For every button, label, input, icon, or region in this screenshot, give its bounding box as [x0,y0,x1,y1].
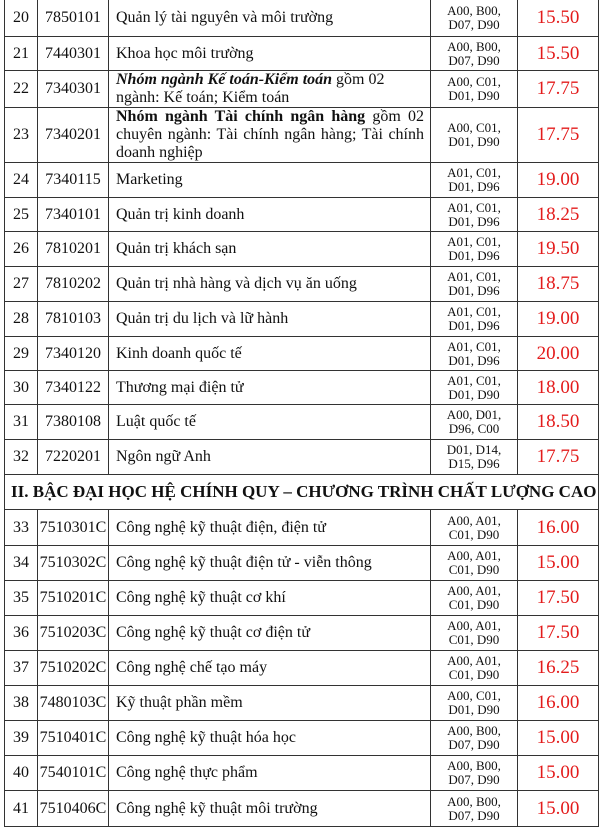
major-group-detail: gồm 02 ngành: Kế toán; Kiểm toán [116,71,385,106]
combo-line-1: A00, A01, [447,618,501,633]
combo-line-2: D15, D96 [448,456,500,471]
row-number: 24 [5,163,38,198]
cutoff-score: 18.75 [518,267,599,302]
combo-line-2: D07, D90 [448,772,500,787]
combo-line-2: D07, D90 [448,52,500,68]
combo-line-1: A01, C01, [447,338,501,354]
combo-line-2: D07, D90 [448,737,500,752]
row-number: 26 [5,232,38,267]
table-row [5,721,599,756]
table-row [5,791,599,827]
combo-line-2: D01, D90 [448,134,500,149]
table-row [5,546,599,581]
combo-line-1: A00, D01, [446,407,502,422]
row-number: 31 [5,405,38,440]
table-row [5,371,599,405]
subject-combinations [431,337,518,371]
major-name: Công nghệ kỹ thuật cơ điện tử [109,616,431,651]
major-name [109,108,431,163]
row-number: 20 [5,0,38,37]
combo-line-1: A00, A01, [447,548,501,563]
subject-combinations [431,791,518,827]
major-code: 7340115 [38,163,109,198]
major-name [109,71,431,108]
combo-line-1: A01, C01, [447,234,501,249]
table-row [5,0,599,37]
cutoff-score: 17.75 [518,71,599,108]
row-number: 41 [5,791,38,827]
combo-line-1: A00, A01, [447,512,501,528]
subject-combinations [431,71,518,108]
subject-combinations [431,651,518,686]
row-number: 25 [5,198,38,232]
table-row [5,37,599,71]
cutoff-score: 15.00 [518,756,599,791]
combo-line-2: C01, D90 [448,526,500,542]
major-group-title: Nhóm ngành Tài chính ngân hàng [116,108,366,125]
combo-line-1: A00, A01, [447,653,501,668]
major-group-detail: gồm 02 chuyên ngành: Tài chính ngân hàng; Tài chính doanh nghiệp [116,108,425,161]
section-heading: II. BẬC ĐẠI HỌC HỆ CHÍNH QUY – CHƯƠNG TRÌNH CHẤT LƯỢNG CAO [5,475,599,510]
combo-line-2: C01, D90 [448,632,500,647]
cutoff-score: 18.50 [518,405,599,440]
table-row [5,756,599,791]
table-row [5,686,599,721]
combo-line-1: A01, C01, [447,165,501,180]
major-name: Quản trị nhà hàng và dịch vụ ăn uống [109,267,431,302]
combo-line-1: A00, A01, [447,583,501,598]
row-number: 28 [5,302,38,337]
major-code: 7510201C [38,581,109,616]
cutoff-score: 20.00 [518,337,599,371]
major-code: 7510406C [38,791,109,827]
combo-line-2: D01, D96 [448,352,500,368]
major-code: 7340201 [38,108,109,163]
major-code: 7850101 [38,0,109,37]
row-number: 40 [5,756,38,791]
cutoff-score: 19.50 [518,232,599,267]
combo-line-2: D96, C00 [448,421,500,436]
combo-line-2: D01, D96 [448,179,500,194]
subject-combinations [431,267,518,302]
combo-line-1: A00, C01, [447,120,501,135]
table-row [5,71,599,108]
row-number: 37 [5,651,38,686]
major-code: 7510401C [38,721,109,756]
combo-line-2: D01, D90 [448,386,500,402]
subject-combinations [431,0,518,37]
row-number: 34 [5,546,38,581]
major-code: 7340301 [38,71,109,108]
cutoff-score: 18.25 [518,198,599,232]
row-number: 39 [5,721,38,756]
major-code: 7380108 [38,405,109,440]
combo-line-2: C01, D90 [448,667,500,682]
table-row [5,198,599,232]
combo-line-1: A00, B00, [447,723,501,738]
row-number: 35 [5,581,38,616]
subject-combinations [431,371,518,405]
combo-line-2: C01, D90 [448,562,500,577]
subject-combinations [431,302,518,337]
combo-line-1: A01, C01, [447,199,501,215]
table-row [5,510,599,546]
major-code: 7510301C [38,510,109,546]
row-number: 30 [5,371,38,405]
table-row [5,267,599,302]
combo-line-1: A01, C01, [447,269,501,284]
cutoff-score: 15.00 [518,721,599,756]
table-row [5,232,599,267]
major-name: Quản trị du lịch và lữ hành [109,302,431,337]
admission-scores-table [4,0,599,827]
major-code: 7540101C [38,756,109,791]
major-group-title: Nhóm ngành Kế toán-Kiểm toán [116,71,333,88]
combo-line-2: D01, D90 [448,702,500,717]
major-code: 7440301 [38,37,109,71]
cutoff-score: 17.50 [518,581,599,616]
major-code: 7510203C [38,616,109,651]
table-row [5,581,599,616]
cutoff-score: 19.00 [518,302,599,337]
major-name: Kinh doanh quốc tế [109,337,431,371]
table-row [5,163,599,198]
major-name: Công nghệ kỹ thuật điện, điện tử [109,510,431,546]
subject-combinations [431,108,518,163]
combo-line-1: A01, C01, [447,372,501,388]
major-code: 7810202 [38,267,109,302]
major-name: Thương mại điện tử [109,371,431,405]
cutoff-score: 16.00 [518,510,599,546]
cutoff-score: 18.00 [518,371,599,405]
major-name: Công nghệ kỹ thuật cơ khí [109,581,431,616]
major-name: Công nghệ chế tạo máy [109,651,431,686]
major-name: Công nghệ kỹ thuật điện tử - viễn thông [109,546,431,581]
subject-combinations [431,546,518,581]
combo-line-2: D07, D90 [448,16,500,32]
major-code: 7480103C [38,686,109,721]
subject-combinations [431,616,518,651]
combo-line-1: A00, C01, [447,74,501,89]
section-heading-row [5,475,599,510]
combo-line-2: D07, D90 [448,807,500,823]
major-code: 7220201 [38,440,109,475]
row-number: 23 [5,108,38,163]
cutoff-score: 16.25 [518,651,599,686]
combo-line-2: D01, D90 [448,88,500,103]
combo-line-1: A00, B00, [447,758,501,773]
combo-line-1: A00, B00, [447,2,501,18]
table-row [5,651,599,686]
combo-line-1: A01, C01, [447,304,501,319]
combo-line-1: A00, C01, [447,688,501,703]
cutoff-score: 17.75 [518,440,599,475]
row-number: 21 [5,37,38,71]
row-number: 36 [5,616,38,651]
combo-line-1: D01, D14, [446,442,502,457]
subject-combinations [431,686,518,721]
cutoff-score: 15.00 [518,791,599,827]
major-name: Công nghệ thực phẩm [109,756,431,791]
major-code: 7510302C [38,546,109,581]
subject-combinations [431,198,518,232]
cutoff-score: 17.50 [518,616,599,651]
table-body [5,0,599,827]
row-number: 29 [5,337,38,371]
table-row [5,108,599,163]
major-code: 7340120 [38,337,109,371]
combo-line-2: D01, D96 [448,248,500,263]
subject-combinations [431,756,518,791]
major-name: Công nghệ kỹ thuật môi trường [109,791,431,827]
subject-combinations [431,405,518,440]
cutoff-score: 15.00 [518,546,599,581]
major-name: Khoa học môi trường [109,37,431,71]
major-name: Marketing [109,163,431,198]
subject-combinations [431,232,518,267]
combo-line-2: C01, D90 [448,597,500,612]
major-code: 7510202C [38,651,109,686]
table-row [5,405,599,440]
major-name: Luật quốc tế [109,405,431,440]
row-number: 22 [5,71,38,108]
subject-combinations [431,581,518,616]
major-name: Ngôn ngữ Anh [109,440,431,475]
cutoff-score: 15.50 [518,37,599,71]
major-name: Quản trị kinh doanh [109,198,431,232]
subject-combinations [431,510,518,546]
subject-combinations [431,37,518,71]
combo-line-2: D01, D96 [448,318,500,333]
table-row [5,616,599,651]
major-name: Quản trị khách sạn [109,232,431,267]
combo-line-2: D01, D96 [448,213,500,229]
table-row [5,337,599,371]
row-number: 33 [5,510,38,546]
row-number: 38 [5,686,38,721]
major-code: 7340122 [38,371,109,405]
combo-line-1: A00, B00, [447,793,501,809]
row-number: 27 [5,267,38,302]
major-name: Công nghệ kỹ thuật hóa học [109,721,431,756]
major-name: Kỹ thuật phần mềm [109,686,431,721]
cutoff-score: 17.75 [518,108,599,163]
subject-combinations [431,721,518,756]
major-code: 7340101 [38,198,109,232]
cutoff-score: 19.00 [518,163,599,198]
subject-combinations [431,163,518,198]
cutoff-score: 15.50 [518,0,599,37]
cutoff-score: 16.00 [518,686,599,721]
combo-line-2: D01, D96 [448,283,500,298]
table-row [5,440,599,475]
major-name: Quản lý tài nguyên và môi trường [109,0,431,37]
row-number: 32 [5,440,38,475]
combo-line-1: A00, B00, [447,38,501,54]
major-code: 7810103 [38,302,109,337]
major-code: 7810201 [38,232,109,267]
subject-combinations [431,440,518,475]
table-row [5,302,599,337]
